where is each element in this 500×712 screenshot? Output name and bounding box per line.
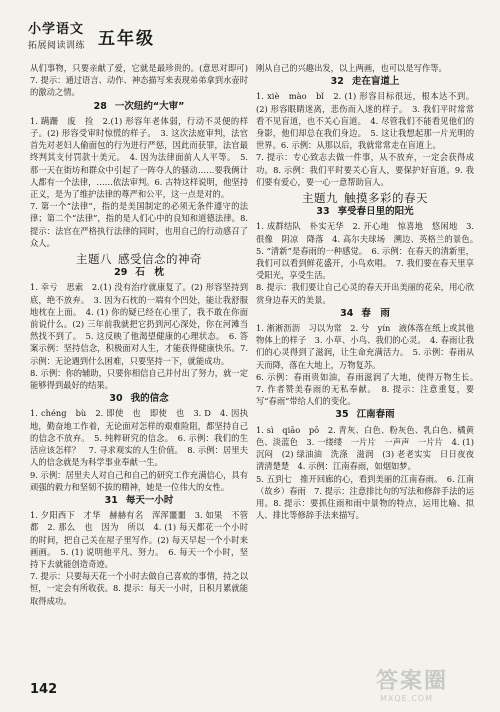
lesson-heading [30, 393, 248, 405]
watermark-url: MXQE.COM [380, 694, 434, 703]
watermark-logo [376, 664, 496, 708]
lesson-number: 34 [340, 307, 354, 319]
lesson-number: 35 [335, 409, 349, 421]
answer-paragraph: 1. chéng bù 2. 即使 也 即使 也 3. D 4. 因执地，勤奋地工作着，无论面对怎样的艰难险阻，都坚持自己的信念不放弃。 5. 纯粹研究的信念。 6. 示例：我们的生活应该怎样？ 7. 寻求观实的人生价值。 8. 示例：居里夫人的信念就是为科学事业奉献一生。 [30, 408, 248, 468]
lesson-title: 一次纽约“大审” [114, 100, 185, 112]
answer-paragraph: 1. 成群结队 朴实无华 2. 开心地 惊喜地 悠闲地 3. 很像 阴凉 降落 4. 高尔夫球场 溯边、英格兰的景色。 5. “清新”是春雨的一种感觉。 6. 示例：在春天的清新里，我们可以看到鲜花盛开，小鸟欢唱。 7. 我们要在春天里享受阳光，享受生活。 [256, 221, 483, 281]
answer-paragraph: 6. 示例：春雨贵如油，春雨滋润了大地，使得万物生长。 7. 作者赞美春雨的无私奉献。 8. 提示：注意重复，要写“春雨”带给人们的变化。 [256, 371, 483, 407]
watermark-text: 答案圈 [376, 669, 449, 694]
lesson-number: 32 [330, 76, 344, 88]
theme-title: 触摸多彩的春天 [344, 191, 428, 206]
lesson-heading [30, 267, 248, 279]
lesson-title: 我的信念 [130, 393, 169, 405]
theme-label: 主题九 [302, 191, 338, 206]
answer-paragraph: 从们事物，只要亲献了爱，它就是最珍贵的。(意思对即可) 7. 提示：通过语言、动作、神态描写来表现弟弟拿到水壶时的激动之情。 [30, 63, 257, 98]
lesson-heading [30, 495, 248, 507]
lesson-number: 28 [93, 100, 107, 112]
lesson-number: 29 [114, 267, 128, 279]
page-number: 142 [30, 682, 58, 697]
answer-paragraph: 1. 幸亏 思索 2.(1) 没有治疗就康复了。(2) 形容坚持到底，绝不放弃。 3. 因为石枕的一端有个凹处，能让我舒服地枕在上面。 4. (1) 你的疑已经在心里了，我不敢在你面前说什么。(2) 三年前我就把它扔到河心深处，你在河滩当然找不到了。 5. 这反映了他渴望健康的心理状态。 6. 答案示例：坚持信念，积极面对人生，才能获得健康快乐。7. 示例：无论遇到什么困难，只要坚持一下，就能成功。 [30, 282, 248, 366]
series-subtitle: 拓展阅读训练 [28, 41, 86, 51]
lesson-title: 春 雨 [361, 307, 390, 319]
series-title: 小学语文 [28, 22, 85, 37]
lesson-heading [256, 409, 474, 421]
answer-paragraph: 9. 示例：居里夫人对自己和自己的研究工作充满信心，具有顽强的毅力和坚韧不拔的精神，她是一位伟大的女性。 [30, 469, 248, 492]
answer-paragraph: 7. 提示：专心致志去做一件事，从不放弃，一定会获得成功。8. 示例：我们平时要关心盲人，要保护好盲道。9. 我们要有爱心，要一心一意帮助盲人。 [256, 152, 474, 187]
answer-paragraph: 7. 第一个“法律”，指的是美国制定的必须无条件遵守的法律；第二个“法律”，指的是人们心中的良知和道德法律。8. 提示：法官在严格执行法律的同时，也用自己的行动感召了众人。 [30, 201, 248, 248]
answer-paragraph: 7. 提示：只要每天花一个小时去做自己喜欢的事情，持之以恒，一定会有所收获。8. 提示：每天一小时，日积月累就能取得成功。 [30, 571, 248, 606]
lesson-title: 石 枕 [135, 267, 164, 279]
right-column [256, 62, 483, 662]
lesson-title: 走在盲道上 [351, 76, 400, 88]
theme-title: 感受信念的神奇 [118, 252, 202, 267]
grade-label: 五年级 [98, 29, 155, 49]
lesson-title: 江南春雨 [356, 409, 395, 421]
lesson-heading [30, 101, 248, 113]
lesson-number: 31 [104, 494, 118, 506]
lesson-heading [256, 206, 474, 218]
answer-paragraph: 5. 五到七 推开回廊的心，看到美丽的江南春雨。 6. 江南（故乡）春雨 7. 提示：注意排比句的写法和修辞手法的运用。8. 提示：要抓住雨和雨中景物的特点，运用比喻、拟人、排比等修辞手法来描写。 [256, 473, 474, 521]
page-header [28, 18, 228, 58]
theme-heading [256, 192, 474, 204]
lesson-title: 享受春日里的阳光 [337, 206, 414, 218]
answer-paragraph: 8. 示例：你的辅助，只要你相信自己并付出了努力，就一定能够得到最好的结果。 [30, 367, 248, 391]
lesson-heading [256, 76, 474, 88]
answer-paragraph: 1. xiè mào bǐ 2. (1) 形容目标很远，根本达不到。(2) 形容眼睛迷离，悲伤而入迷的样子。 3. 我们平时常常看不见盲道，也不关心盲道。 4. 尽管我们不能看见他们的身影，他们却总在我们身边。 5. 这让我想起那一片光明的世界。6. 示例：从那以后，我就常常走在盲道上。 [256, 91, 474, 151]
answer-paragraph: 1. 夕阳西下 才华 赫赫有名 浑浑噩噩 3. 如果 不管 都 2. 那么 也 因为 所以 4. (1) 每天都花一个小时的时间，把自己关在屋子里写作。(2) 每天早起一个小时来画画。 5. (1) 说明他平凡、努力。 6. 每天一个小时，坚持下去就能创造奇迹。 [30, 510, 257, 569]
theme-label: 主题八 [76, 252, 112, 267]
lesson-number: 30 [109, 393, 123, 405]
theme-heading [30, 253, 248, 265]
answer-paragraph: 1. 蹒跚 废 捡 2.(1) 形容年老体弱，行动不灵便的样子。(2) 形容受审时惊慌的样子。 3. 这次法庭审判，法官首先对老妇人偷面包的行为进行严惩，因此而获罪，法官最终判其支付罚款十美元。 4. 因为法律面前人人平等。 5. 那一天在街坊和群众中引起了一阵夺人的骚动……要我俩计人都有一个法律，……依法审判。6. 古特这样说明，他坚持正义，是为了维护法律的尊严和公平，这一点是对的。 [30, 115, 248, 200]
left-column [30, 62, 257, 662]
lesson-heading [256, 308, 474, 320]
answer-paragraph: 1. 淅淅沥沥 习以为常 2. 兮 yín 液体落在纸上或其他物体上的样子 3. 小草、小鸟、我们的心灵。 4. 春雨让我们的心灵得到了滋润，让生命充满活力。 5. 示例：春雨从天而降，落在大地上，万物复苏。 [256, 323, 474, 370]
lesson-title: 每天一小时 [125, 494, 174, 506]
lesson-number: 33 [316, 206, 330, 218]
answer-paragraph: 刚从自己的兴趣出发，以上两画，也可以是写作等。 [256, 63, 447, 73]
answer-paragraph: 1. sì qiāo pō 2. 青灰、白色、粉灰色、乳白色、橘黄色、淡蓝色 3. 一缕缕 一片片 一声声 一片片 4. (1) 沉闷 (2) 绿油油 洗涤 滋润 (3) 老老实实 日日夜夜 清清楚楚 4. 示例：江南春雨，如烟如梦。 [256, 424, 483, 472]
answer-paragraph: 8. 提示：我们要让自己心灵的春天开出美丽的花朵，用心欣赏身边春天的美景。 [256, 282, 474, 305]
